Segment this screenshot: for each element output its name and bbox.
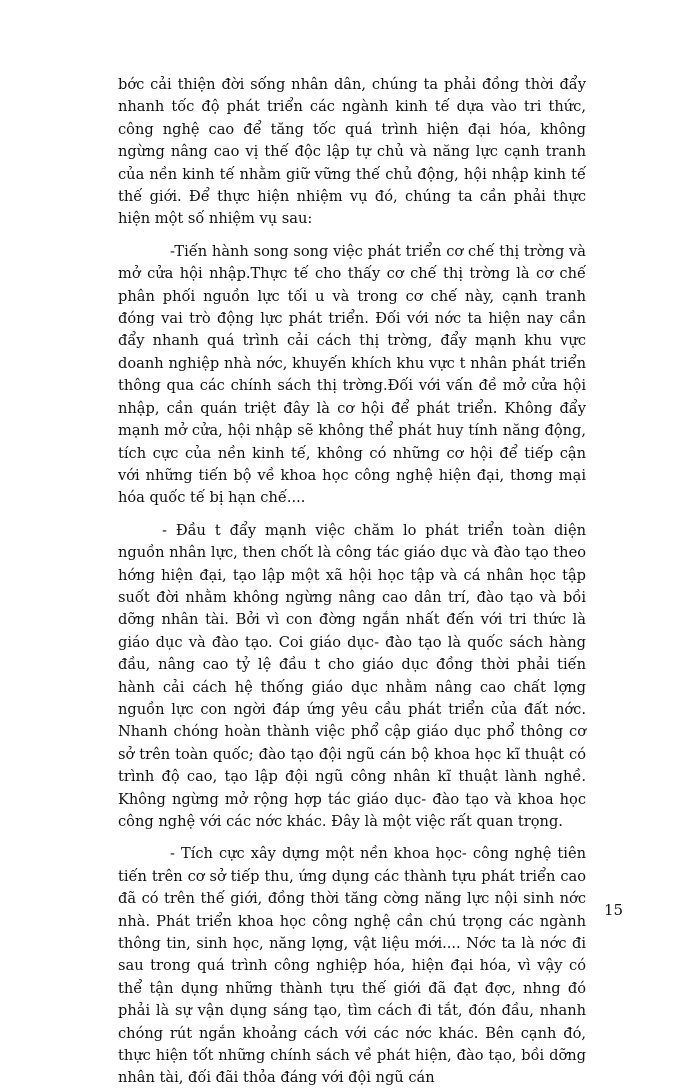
paragraph-intro: bớc cải thiện đời sống nhân dân, chúng ta phải đồng thời đẩy nhanh tốc độ phát triển các ngành kinh tế dựa vào tri thức, công nghệ cao để tăng tốc quá trình hiện đại hóa, không ngừng nâng cao vị thế độc lập tự chủ và năng lực cạnh tranh của nền kinh tế nhằm giữ vững thế chủ động, hội nhập kinh tế thế giới. Để thực hiện nhiệm vụ đó, chúng ta cần phải thực hiện một số nhiệm vụ sau: [118,76,586,228]
paragraph-market-mechanism: -Tiến hành song song việc phát triển cơ chế thị trờng và mở cửa hội nhập.Thực tế cho thấy cơ chế thị trờng là cơ chế phân phối nguồn lực tối u và trong cơ chế này, cạnh tranh đóng vai trò động lực phát triển. Đối với nớc ta hiện nay cần đẩy nhanh quá trình cải cách thị trờng, đẩy mạnh khu vực doanh nghiệp nhà nớc, khuyến khích khu vực t nhân phát triển thông qua các chính sách thị trờng.Đối với vấn đề mở cửa hội nhập, cần quán triệt đây là cơ hội để phát triển. Không đẩy mạnh mở cửa, hội nhập sẽ không thể phát huy tính năng động, tích cực của nền kinh tế, không có những cơ hội để tiếp cận với những tiến bộ về khoa học công nghệ hiện đại, thơng mại hóa quốc tế bị hạn chế.... [118,242,586,507]
paragraph-human-resources: - Đầu t đẩy mạnh việc chăm lo phát triển toàn diện nguồn nhân lực, then chốt là công tác giáo dục và đào tạo theo hớng hiện đại, tạo lập một xã hội học tập và cá nhân học tập suốt đời nhằm không ngừng nâng cao dân trí, đào tạo và bồi dỡng nhân tài. Bởi vì con đờng ngắn nhất đến với tri thức là giáo dục và đào tạo. Coi giáo dục- đào tạo là quốc sách hàng đầu, nâng cao tỷ lệ đầu t cho giáo dục đồng thời phải tiến hành cải cách hệ thống giáo dục nhằm nâng cao chất lợng nguồn lực con ngời đáp ứng yêu cầu phát triển của đất nớc. Nhanh chóng hoàn thành việc phổ cập giáo dục phổ thông cơ sở trên toàn quốc; đào tạo đội ngũ cán bộ khoa học kĩ thuật có trình độ cao, tạo lập đội ngũ công nhân kĩ thuật lành nghề. Không ngừng mở rộng hợp tác giáo dục- đào tạo và khoa học công nghệ với các nớc khác. Đây là một việc rất quan trọng. [118,521,586,830]
page-body [118,74,586,1090]
paragraph-science-technology: - Tích cực xây dựng một nền khoa học- công nghệ tiên tiến trên cơ sở tiếp thu, ứng dụng các thành tựu phát triển cao đã có trên thế giới, đồng thời tăng cờng năng lực nội sinh nớc nhà. Phát triển khoa học công nghệ cần chú trọng các ngành thông tin, sinh học, năng lợng, vật liệu mới.... Nớc ta là nớc đi sau trong quá trình công nghiệp hóa, hiện đại hóa, vì vậy có thể tận dụng những thành tựu thế giới đã đạt đợc, nhng đó phải là sự vận dụng sáng tạo, tìm cách đi tắt, đón đầu, nhanh chóng rút ngắn khoảng cách với các nớc khác. Bên cạnh đó, thực hiện tốt những chính sách về phát hiện, đào tạo, bồi dỡng nhân tài, đối đãi thỏa đáng với đội ngũ cán [118,845,586,1087]
page-number: 15 [604,901,624,919]
